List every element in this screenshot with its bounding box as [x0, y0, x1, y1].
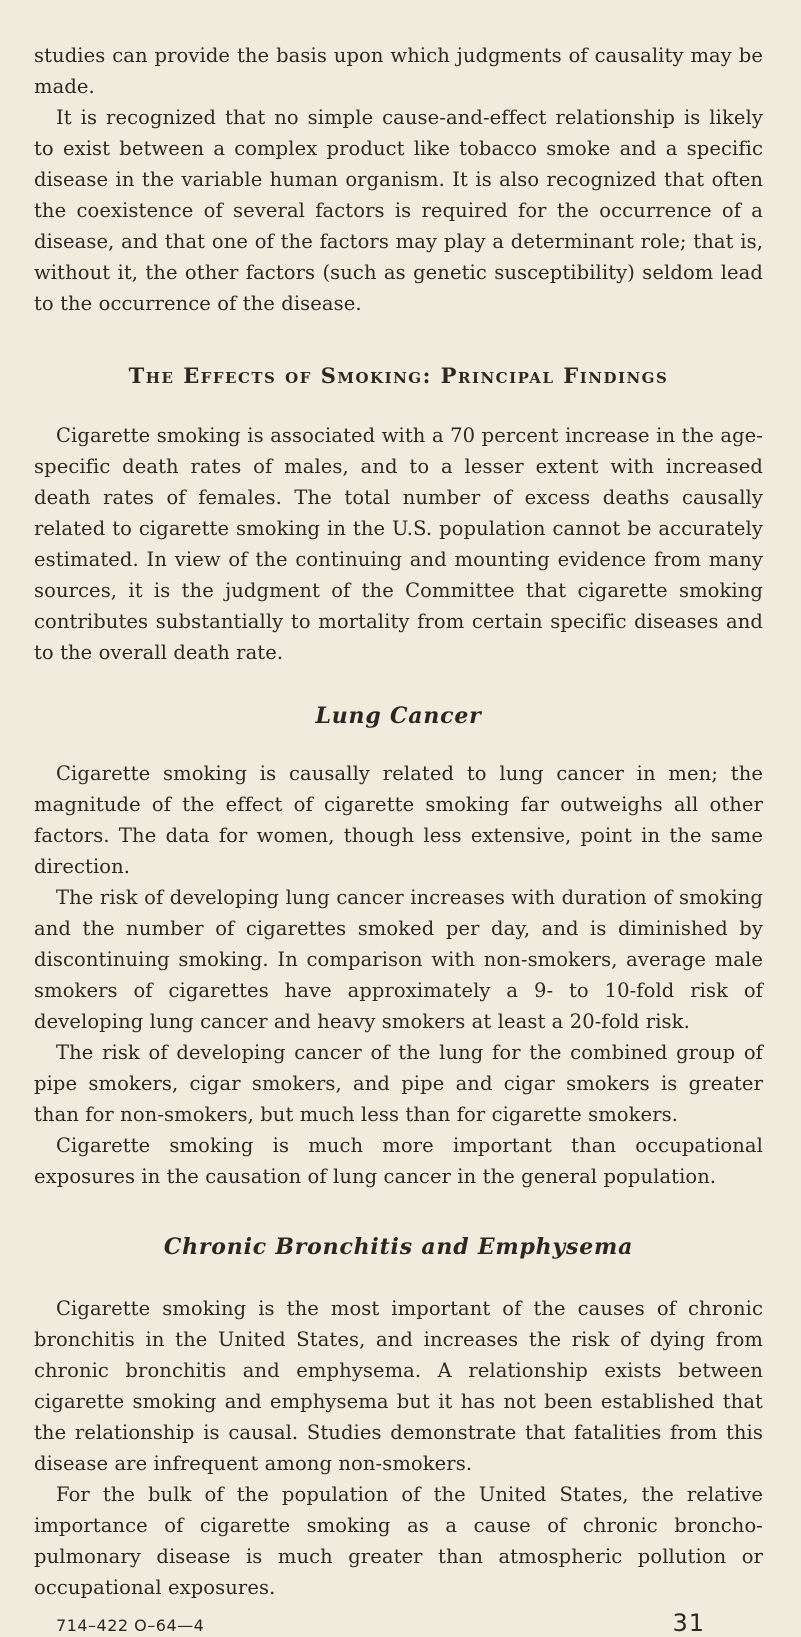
intro-paragraph: It is recognized that no simple cause-and-effect relationship is likely to exist between a complex product like tobacco smoke and a specific disease in the variable human organism. It is also recognized that often the coexistence of several factors is required for the occurrence of a disease, and that one of the factors may play a determinant role; that is, without it, the other factors (such as genetic susceptibility) seldom lead to the occurrence of the disease.	[34, 106, 763, 315]
section-heading-chronic-bronchitis: Chronic Bronchitis and Emphysema	[163, 1234, 634, 1260]
page-number: 31	[672, 1609, 705, 1637]
lung-cancer-paragraph: Cigarette smoking is much more important than occupational exposures in the causation of lung cancer in the general population.	[34, 1134, 763, 1188]
lung-cancer-paragraph: Cigarette smoking is causally related to lung cancer in men; the magnitude of the effect of cigarette smoking far outweighs all other factors. The data for women, though less extensive, point in the same direction.	[34, 762, 763, 878]
print-code: 714–422 O–64—4	[56, 1616, 205, 1635]
lung-cancer-paragraph: The risk of developing lung cancer increases with duration of smoking and the number of cigarettes smoked per day, and is diminished by discontinuing smoking. In comparison with non-smokers, average male smokers of cigarettes have approximately a 9- to 10-fold risk of developing lung cancer and heavy smokers at least a 20-fold risk.	[34, 886, 763, 1033]
intro-paragraph-continued: studies can provide the basis upon which judgments of causality may be made.	[34, 44, 763, 98]
chronic-bronchitis-paragraph: Cigarette smoking is the most important of the causes of chronic bronchitis in the United States, and increases the risk of dying from chronic bronchitis and emphysema. A relationship exists between cigarette smoking and emphysema but it has not been established that the relationship is causal. Studies demonstrate that fatalities from this disease are infrequent among non-smokers.	[34, 1297, 763, 1475]
section-heading-lung-cancer: Lung Cancer	[315, 703, 482, 729]
page-footer	[34, 1609, 763, 1637]
principal-findings-paragraph: Cigarette smoking is associated with a 70 percent increase in the age-specific death rates of males, and to a lesser extent with increased death rates of females. The total number of excess deaths causally related to cigarette smoking in the U.S. population cannot be accurately estimated. In view of the continuing and mounting evidence from many sources, it is the judgment of the Committee that cigarette smoking contributes substantially to mortality from certain specific diseases and to the overall death rate.	[34, 424, 763, 664]
chronic-bronchitis-paragraph: For the bulk of the population of the United States, the relative importance of cigarette smoking as a cause of chronic broncho-pulmonary disease is much greater than atmospheric pollution or occupational exposures.	[34, 1483, 763, 1599]
lung-cancer-paragraph: The risk of developing cancer of the lung for the combined group of pipe smokers, cigar smokers, and pipe and cigar smokers is greater than for non-smokers, but much less than for cigarette smokers.	[34, 1041, 763, 1126]
section-heading-principal-findings: The Effects of Smoking: Principal Findings	[128, 363, 669, 388]
